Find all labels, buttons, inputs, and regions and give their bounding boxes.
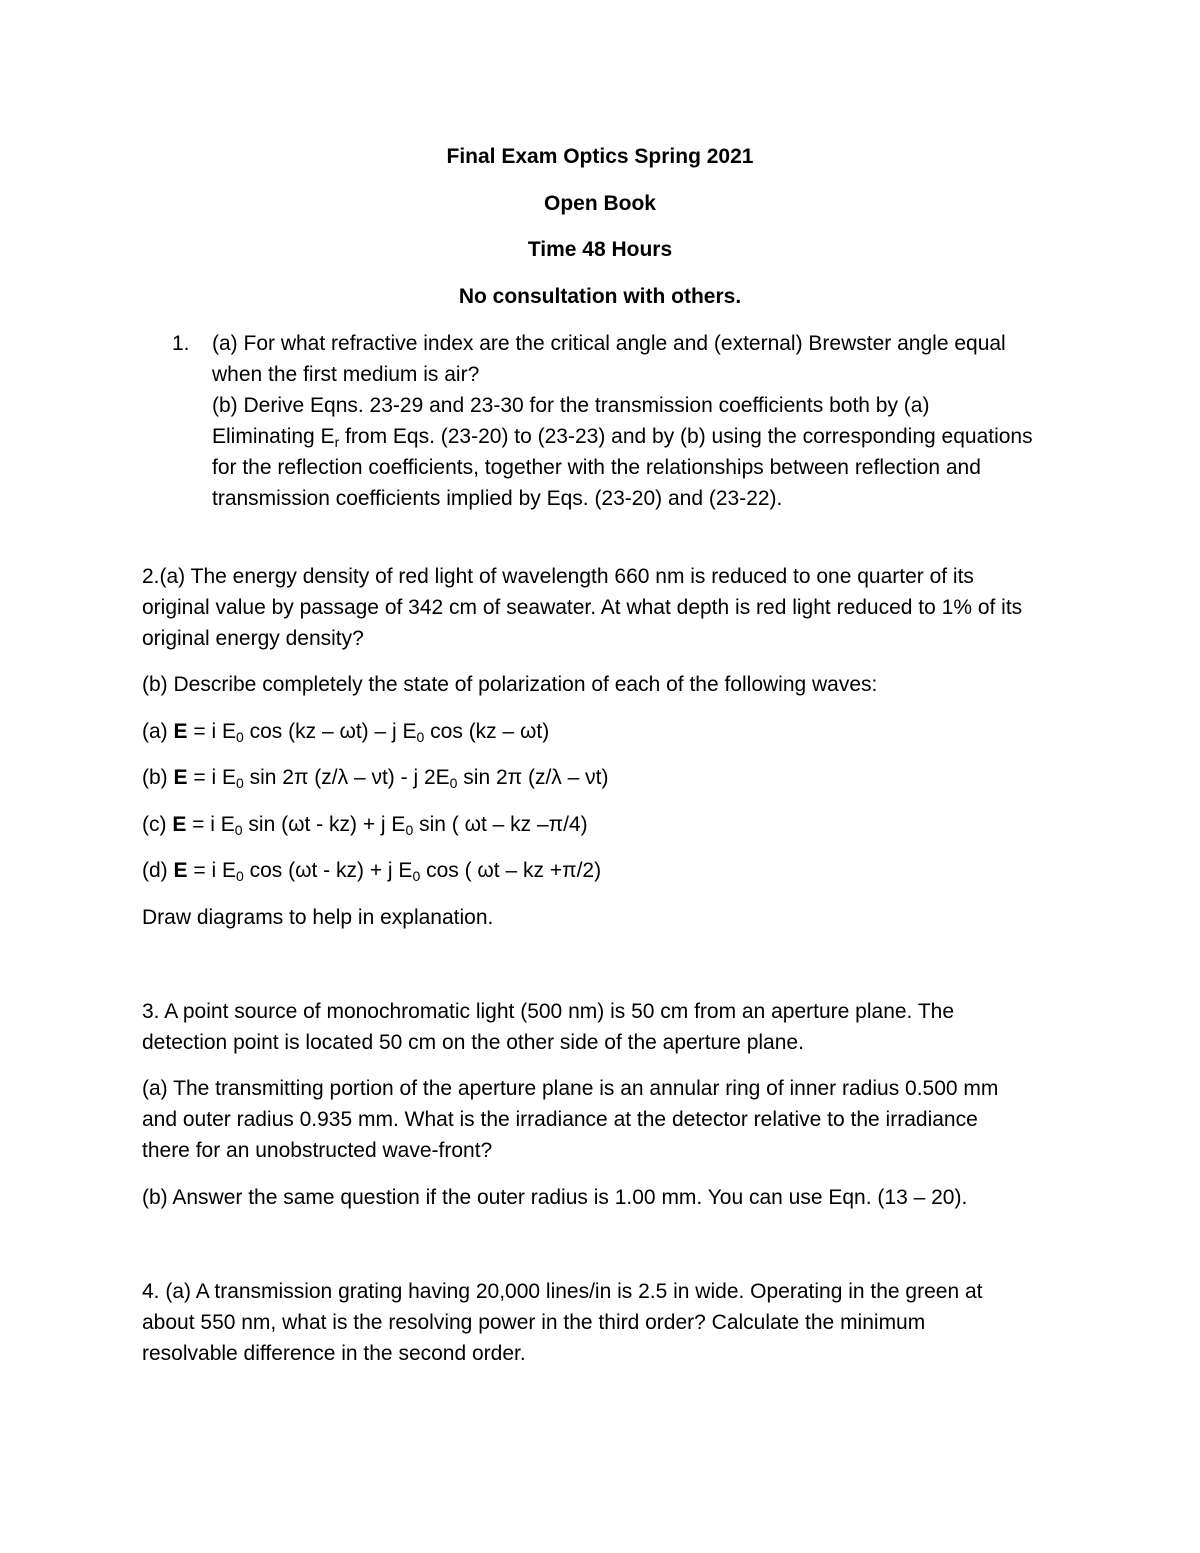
question-3-line: and outer radius 0.935 mm. What is the irradiance at the detector relative to the irradiance — [142, 1108, 978, 1131]
question-4-line: about 550 nm, what is the resolving power in the third order? Calculate the minimum — [142, 1311, 926, 1334]
question-4-line: 4. (a) A transmission grating having 20,000 lines/in is 2.5 in wide. Operating in the green at — [142, 1280, 983, 1303]
question-3-line: detection point is located 50 cm on the other side of the aperture plane. — [142, 1031, 804, 1054]
question-2-line: original energy density? — [142, 627, 364, 650]
polarization-equation-c: (c) E = i $E_0$ sin (ωt - kz) + j $E_0$ sin ( ωt – kz –π/4) — [142, 813, 588, 838]
question-1-line: when the first medium is air? — [212, 363, 480, 386]
question-1-line: (b) Derive Eqns. 23-29 and 23-30 for the transmission coefficients both by (a) — [212, 394, 930, 417]
polarization-equation-a: (a) E = i $E_0$ cos (kz – ωt) – j $E_0$ cos (kz – ωt) — [142, 720, 550, 745]
question-2-line: 2.(a) The energy density of red light of wavelength 660 nm is reduced to one quarter of its — [142, 565, 974, 588]
time-limit-note: Time 48 Hours — [527, 238, 673, 261]
polarization-equation-d: (d) E = i $E_0$ cos (ωt - kz) + j $E_0$ cos ( ωt – kz +π/2) — [142, 859, 602, 884]
exam-title: Final Exam Optics Spring 2021 — [446, 145, 754, 168]
question-2-line: Draw diagrams to help in explanation. — [142, 906, 494, 929]
open-book-note: Open Book — [543, 192, 656, 215]
question-3-line: there for an unobstructed wave-front? — [142, 1139, 493, 1162]
question-3-line: 3. A point source of monochromatic light (500 nm) is 50 cm from an aperture plane. The — [142, 1000, 955, 1023]
question-1-line: Eliminating $E_r$ from Eqs. (23-20) to (23-23) and by (b) using the corresponding equations — [212, 425, 1033, 450]
question-1-number: 1. — [172, 332, 190, 355]
polarization-equation-b: (b) E = i $E_0$ sin 2π (z/λ – νt) - j $2E_0$ sin 2π (z/λ – νt) — [142, 766, 609, 791]
consultation-note: No consultation with others. — [458, 285, 742, 308]
question-3-line: (b) Answer the same question if the outer radius is 1.00 mm. You can use Eqn. (13 – 20). — [142, 1186, 968, 1209]
question-4-line: resolvable difference in the second order. — [142, 1342, 526, 1365]
question-3-line: (a) The transmitting portion of the aperture plane is an annular ring of inner radius 0.500 mm — [142, 1077, 999, 1100]
question-2-line: (b) Describe completely the state of polarization of each of the following waves: — [142, 673, 878, 696]
question-1-line: transmission coefficients implied by Eqs. (23-20) and (23-22). — [212, 487, 783, 510]
question-2-line: original value by passage of 342 cm of seawater. At what depth is red light reduced to 1% of its — [142, 596, 1023, 619]
question-1-line: for the reflection coefficients, together with the relationships between reflection and — [212, 456, 981, 479]
question-1-line: (a) For what refractive index are the critical angle and (external) Brewster angle equal — [212, 332, 1006, 355]
